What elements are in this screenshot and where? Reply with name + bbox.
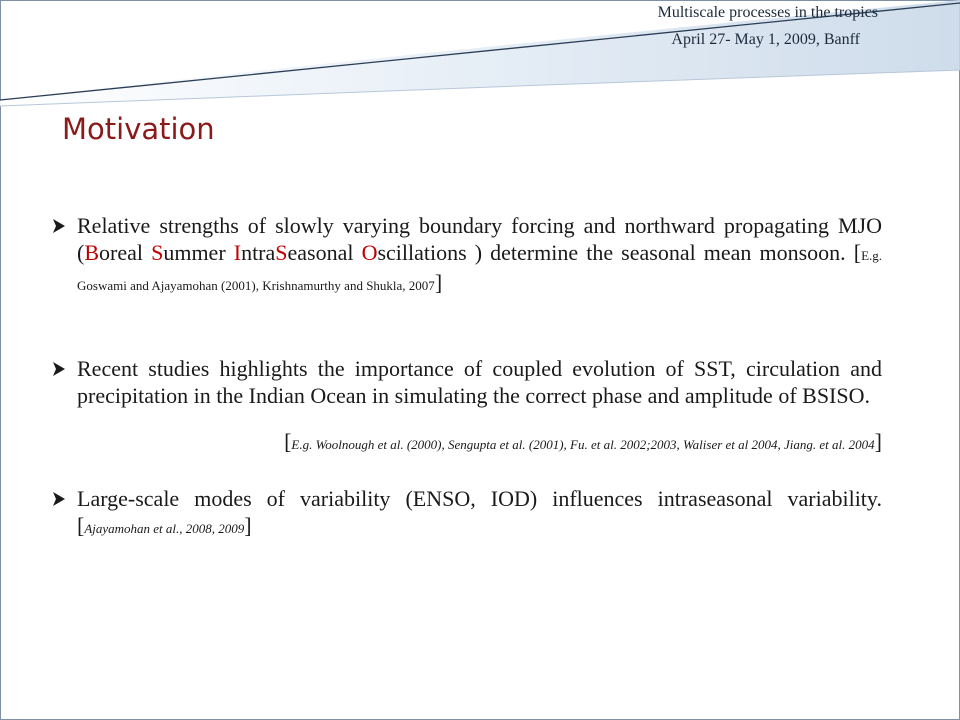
bullet-1-text: oreal — [99, 240, 152, 265]
bullet-1-text: Relative strengths of slowly varying boundary forcing and northward propagating MJO ( — [77, 213, 882, 265]
arrow-bullet-icon — [50, 491, 66, 507]
acronym-letter: S — [151, 240, 164, 265]
bullet-2-reference-line — [77, 428, 882, 458]
bracket: [ — [284, 429, 292, 454]
bullet-1-text: ntra — [241, 240, 276, 265]
bullet-item-1 — [50, 212, 882, 299]
bullet-item-2 — [50, 355, 882, 458]
header-event-date: April 27- May 1, 2009, Banff — [671, 31, 860, 48]
header-event-title: Multiscale processes in the tropics — [657, 4, 878, 21]
slide-title: Motivation — [62, 112, 215, 146]
bullet-2-reference: E.g. Woolnough et al. (2000), Sengupta et al. (2001), Fu. et al. 2002;2003, Waliser et al 2004, Jiang. et al. 2004 — [291, 437, 875, 452]
bullet-1-text: easonal — [287, 240, 362, 265]
arrow-bullet-icon — [50, 361, 66, 377]
bullet-1-text: scillations ) determine the seasonal mean monsoon. [ — [377, 240, 862, 265]
bracket: ] — [874, 429, 882, 454]
bullet-item-3 — [50, 485, 882, 542]
acronym-letter: B — [84, 240, 100, 265]
acronym-letter: S — [275, 240, 288, 265]
bullet-3-text: Large-scale modes of variability (ENSO, IOD) influences intraseasonal variability. [ — [77, 486, 882, 538]
bracket: ] — [244, 513, 252, 538]
bullet-1-reference: E.g. Goswami and Ajayamohan (2001), Krishnamurthy and Shukla, 2007 — [77, 248, 883, 293]
acronym-letter: O — [361, 240, 378, 265]
bullet-list — [50, 212, 882, 542]
bullet-1-text: ] — [434, 270, 443, 295]
acronym-letter: I — [233, 240, 242, 265]
bullet-1-text: ummer — [163, 240, 234, 265]
bullet-2-text: Recent studies highlights the importance of coupled evolution of SST, circulation and precipitation in the Indian Ocean in simulating the correct phase and amplitude of BSISO. — [77, 356, 882, 408]
bullet-3-reference: Ajayamohan et al., 2008, 2009 — [84, 521, 245, 536]
arrow-bullet-icon — [50, 218, 66, 234]
